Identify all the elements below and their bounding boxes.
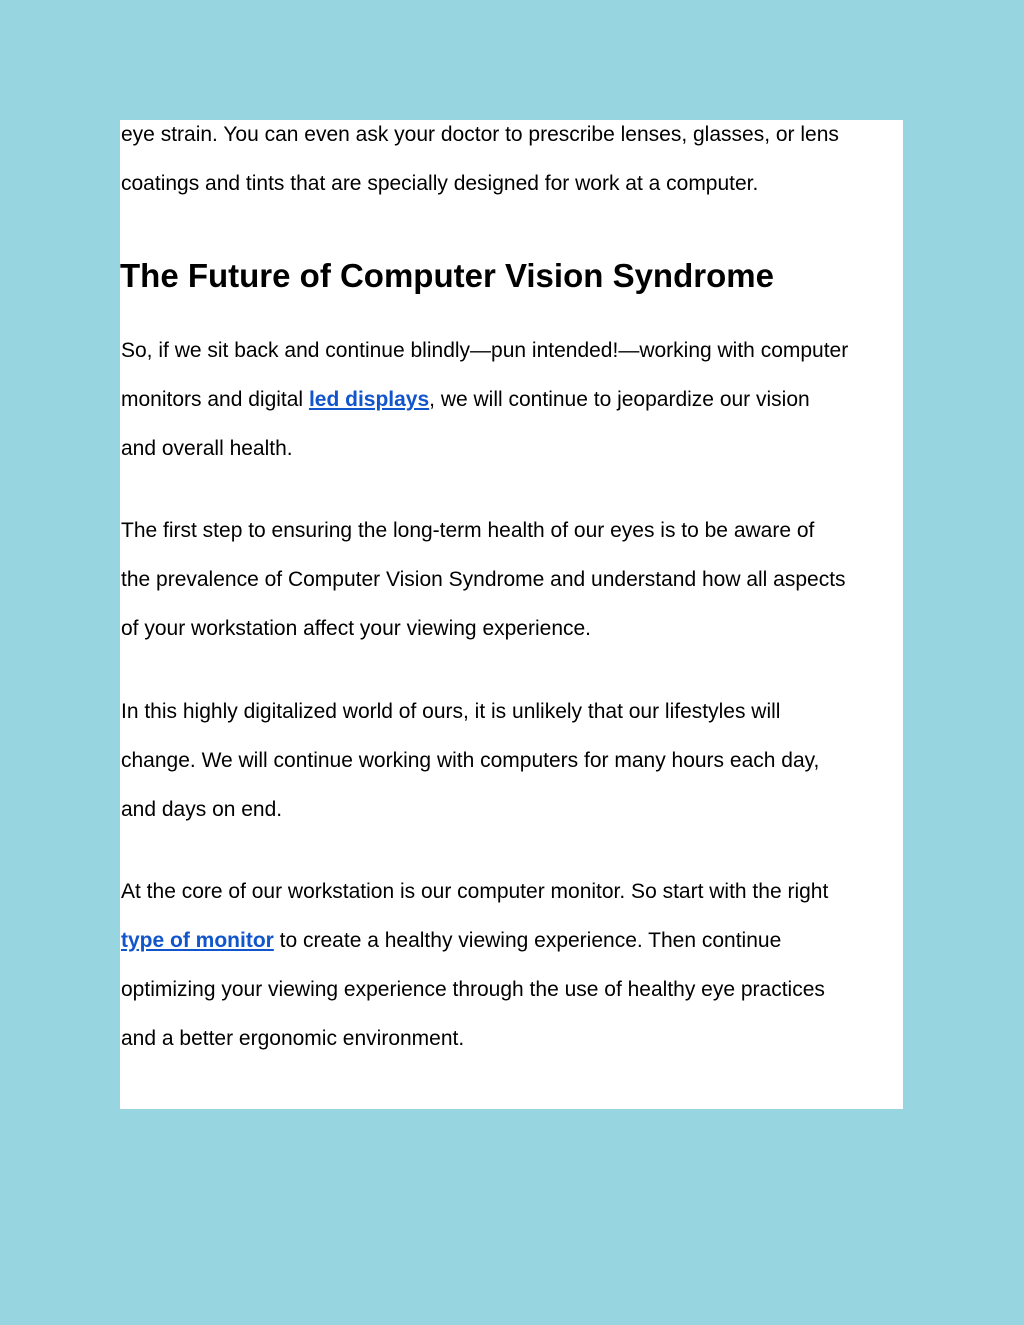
led-displays-link[interactable]: led displays: [308, 388, 430, 411]
p4-line-2-end: to create a healthy viewing experience. Then continue: [273, 929, 782, 952]
p4-line-1: At the core of our workstation is our computer monitor. So start with the right: [121, 880, 829, 903]
p4-line-3: optimizing your viewing experience through the use of healthy eye practices: [121, 978, 825, 1001]
document-page: [120, 120, 903, 1109]
p1-line-2: [121, 375, 911, 424]
paragraph-3: [121, 687, 911, 834]
p1-line-3: and overall health.: [121, 437, 293, 460]
intro-paragraph: [121, 110, 911, 208]
intro-line-1: eye strain. You can even ask your doctor to prescribe lenses, glasses, or lens: [121, 123, 839, 146]
paragraph-4: [121, 867, 911, 1063]
p3-line-2: change. We will continue working with computers for many hours each day,: [121, 749, 820, 772]
p1-line-1: So, if we sit back and continue blindly—pun intended!—working with computer: [121, 339, 849, 362]
section-heading: The Future of Computer Vision Syndrome: [120, 257, 774, 294]
p3-line-1: In this highly digitalized world of ours, it is unlikely that our lifestyles will: [121, 700, 781, 723]
p4-line-4: and a better ergonomic environment.: [121, 1027, 465, 1050]
intro-line-2: coatings and tints that are specially designed for work at a computer.: [121, 172, 759, 195]
p1-line-2-start: monitors and digital: [121, 388, 309, 411]
p3-line-3: and days on end.: [121, 798, 283, 821]
p2-line-3: of your workstation affect your viewing experience.: [121, 617, 592, 640]
type-of-monitor-link[interactable]: type of monitor: [121, 929, 274, 952]
p4-line-2: [121, 916, 911, 965]
p1-line-2-end: , we will continue to jeopardize our vision: [429, 388, 810, 411]
p2-line-1: The first step to ensuring the long-term health of our eyes is to be aware of: [121, 519, 815, 542]
paragraph-2: [121, 506, 911, 653]
p2-line-2: the prevalence of Computer Vision Syndrome and understand how all aspects: [121, 568, 846, 591]
paragraph-1: [121, 326, 911, 473]
